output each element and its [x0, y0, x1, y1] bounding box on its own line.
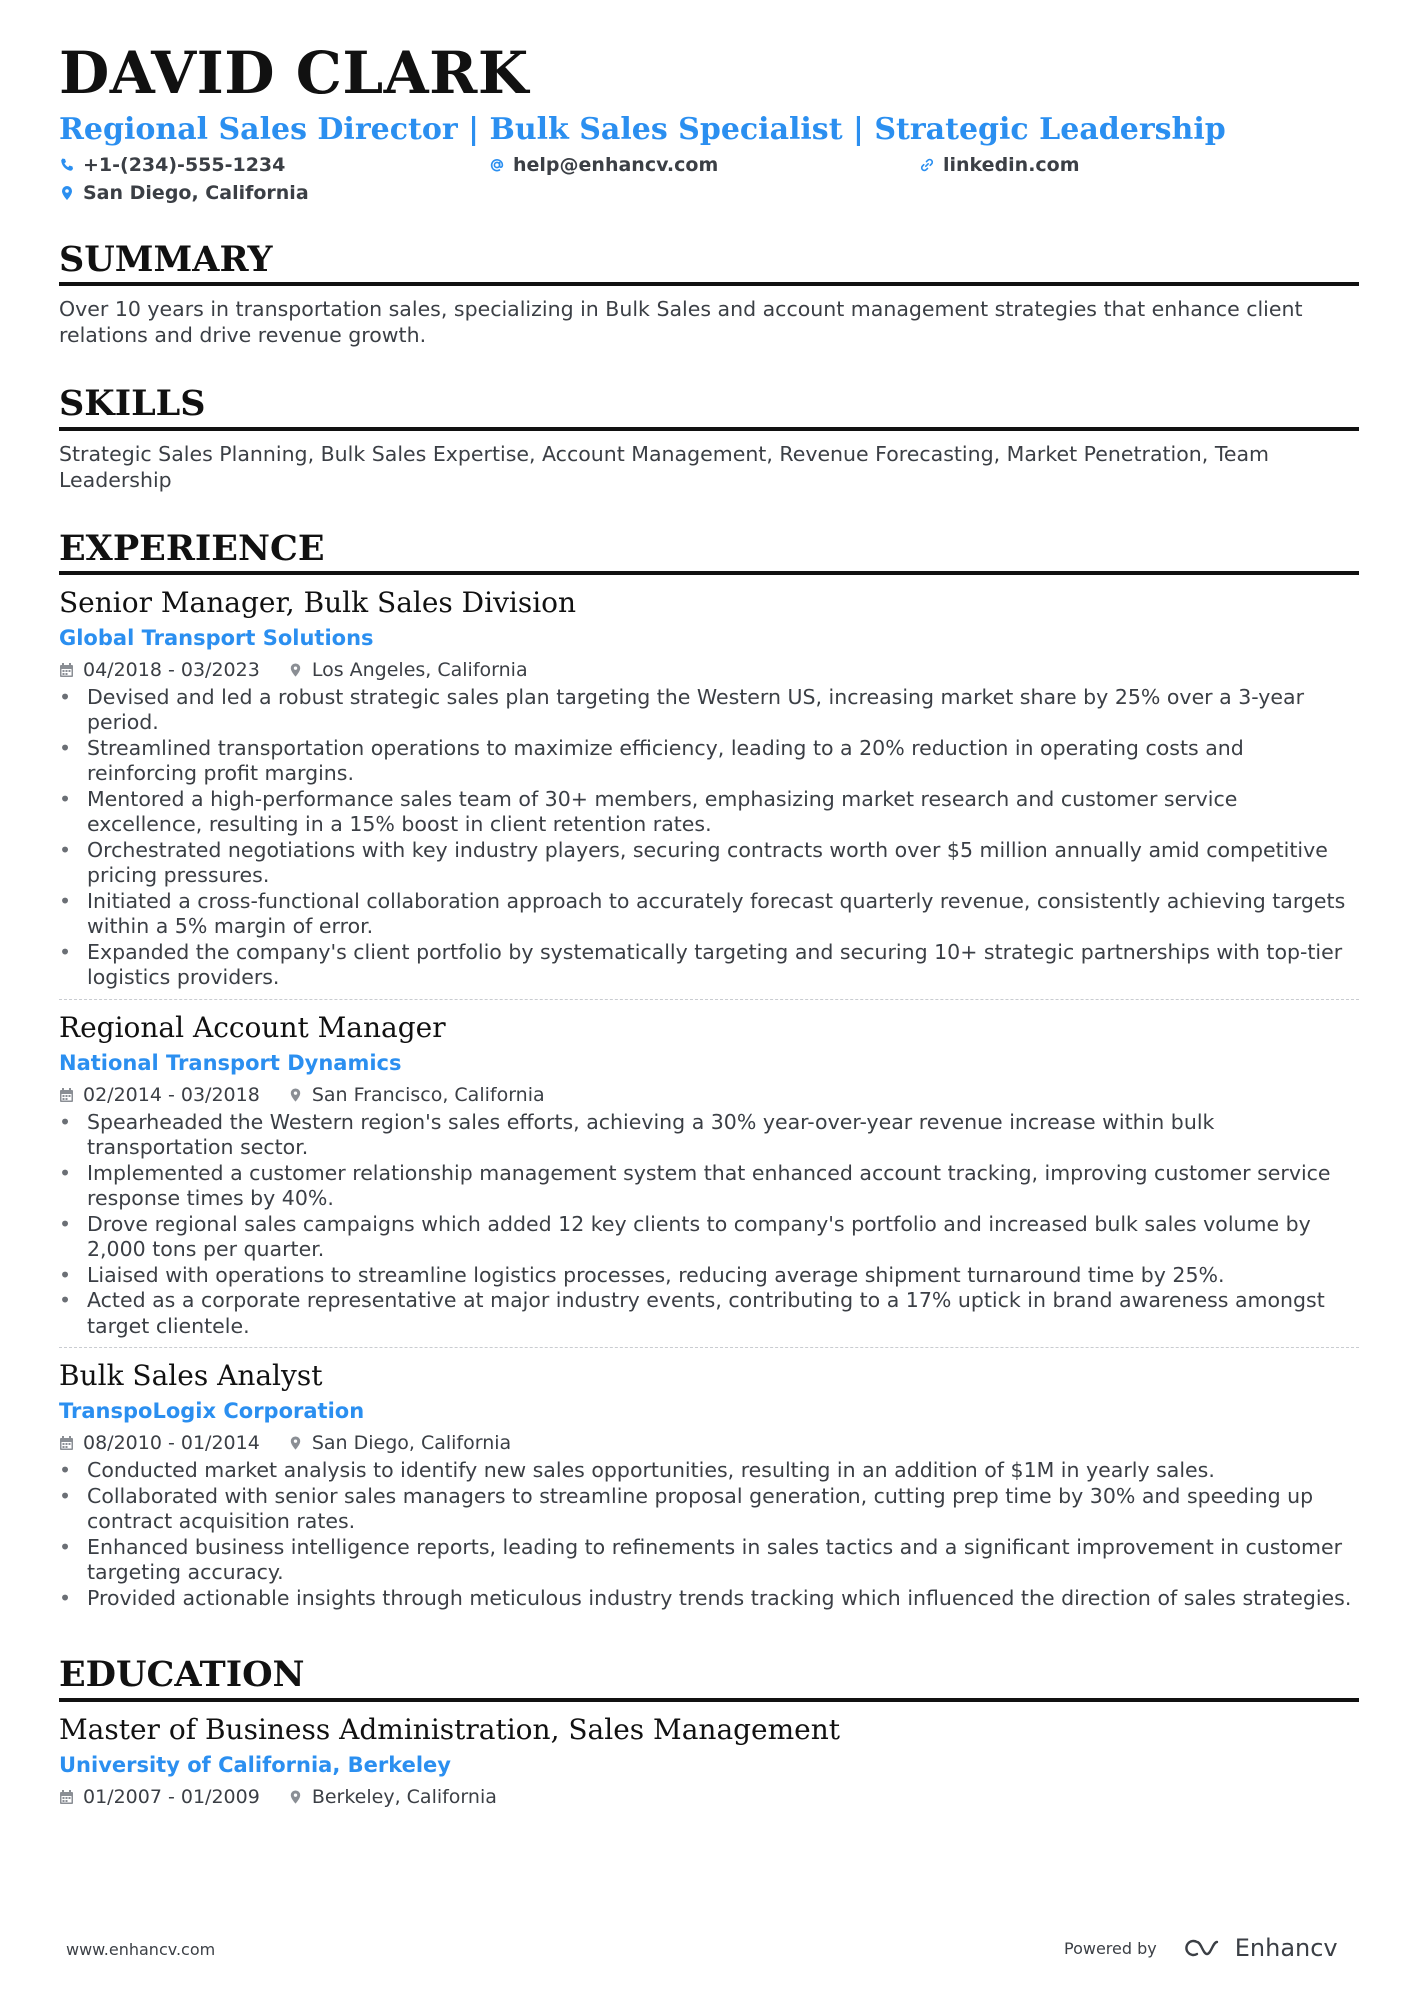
education-entry	[59, 1712, 1359, 1818]
location-pin-icon	[288, 1087, 303, 1103]
education-heading: EDUCATION	[59, 1655, 1359, 1701]
achievement-bullet: • Drove regional sales campaigns which added 12 key clients to company's portfolio and increased bulk sales volume by 2,000 tons per quarter.	[59, 1212, 1359, 1263]
job-location: Los Angeles, California	[311, 658, 528, 681]
summary-section	[59, 240, 1359, 348]
calendar-icon	[59, 662, 74, 678]
education-meta	[59, 1784, 1359, 1810]
skills-section	[59, 384, 1359, 492]
summary-text: Over 10 years in transportation sales, specializing in Bulk Sales and account management strategies that enhance client relations and drive revenue growth.	[59, 297, 1303, 348]
candidate-name: DAVID CLARK	[59, 39, 529, 107]
job-title: Regional Account Manager	[59, 1010, 446, 1044]
calendar-icon	[59, 1435, 74, 1451]
at-icon	[489, 157, 505, 173]
achievement-bullet: • Conducted market analysis to identify new sales opportunities, resulting in an addition of $1M in yearly sales.	[59, 1458, 1359, 1484]
job-dates: 04/2018 - 03/2023	[83, 658, 260, 681]
calendar-icon	[59, 1789, 74, 1805]
job-meta	[59, 1082, 1359, 1108]
achievement-bullet: • Acted as a corporate representative at major industry events, contributing to a 17% uptick in brand awareness amongst target clientele.	[59, 1288, 1359, 1339]
achievement-bullet: • Devised and led a robust strategic sales plan targeting the Western US, increasing market share by 25% over a 3-year period.	[59, 685, 1359, 736]
contact-info	[59, 154, 1359, 204]
job-location: San Francisco, California	[311, 1083, 545, 1106]
summary-heading: SUMMARY	[59, 240, 1359, 286]
company-name: Global Transport Solutions	[59, 625, 374, 650]
achievement-bullet: • Initiated a cross-functional collaboration approach to accurately forecast quarterly revenue, consistently achieving targets within a 5% margin of error.	[59, 889, 1359, 940]
resume-page	[59, 40, 1359, 1818]
phone-icon	[59, 157, 75, 173]
achievement-bullet: • Implemented a customer relationship management system that enhanced account tracking, improving customer service response times by 40%.	[59, 1161, 1359, 1212]
enhancv-logo-icon	[1183, 1937, 1227, 1959]
achievement-bullet: • Streamlined transportation operations to maximize efficiency, leading to a 20% reduction in operating costs and reinforcing profit margins.	[59, 736, 1359, 787]
headline: Regional Sales Director | Bulk Sales Specialist | Strategic Leadership	[59, 111, 1226, 147]
achievement-bullet: • Mentored a high-performance sales team of 30+ members, emphasizing market research and customer service excellence, resulting in a 15% boost in client retention rates.	[59, 787, 1359, 838]
achievement-bullet: • Enhanced business intelligence reports, leading to refinements in sales tactics and a significant improvement in customer targeting accuracy.	[59, 1535, 1359, 1586]
job-location: San Diego, California	[311, 1432, 512, 1455]
experience-entry	[59, 585, 1359, 999]
achievement-bullet: • Spearheaded the Western region's sales efforts, achieving a 30% year-over-year revenue increase within bulk transportation sector.	[59, 1110, 1359, 1161]
company-name: TranspoLogix Corporation	[59, 1399, 365, 1424]
location-pin-icon	[288, 1789, 303, 1805]
enhancv-logo[interactable]	[1183, 1934, 1338, 1962]
contact-linkedin[interactable]	[919, 154, 1359, 176]
contact-email[interactable]	[489, 154, 919, 176]
job-dates: 02/2014 - 03/2018	[83, 1083, 260, 1106]
contact-location	[59, 182, 489, 204]
degree-title: Master of Business Administration, Sales Management	[59, 1712, 841, 1746]
achievement-list	[59, 1458, 1359, 1611]
job-title: Senior Manager, Bulk Sales Division	[59, 585, 577, 619]
footer-brand	[1064, 1934, 1338, 1962]
experience-entry	[59, 999, 1359, 1348]
phone-text: +1-(234)-555-1234	[83, 154, 286, 177]
brand-name: Enhancv	[1234, 1934, 1338, 1962]
school-name: University of California, Berkeley	[59, 1752, 451, 1777]
achievement-bullet: • Liaised with operations to streamline logistics processes, reducing average shipment turnaround time by 25%.	[59, 1263, 1359, 1289]
footer-website[interactable]: www.enhancv.com	[66, 1940, 216, 1959]
experience-list	[59, 585, 1359, 1620]
job-title: Bulk Sales Analyst	[59, 1359, 323, 1393]
education-location: Berkeley, California	[311, 1785, 497, 1808]
powered-by-label: Powered by	[1064, 1938, 1157, 1958]
contact-phone[interactable]	[59, 154, 489, 176]
linkedin-text: linkedin.com	[943, 154, 1080, 177]
education-section	[59, 1655, 1359, 1817]
achievement-bullet: • Orchestrated negotiations with key industry players, securing contracts worth over $5 million annually amid competitive pricing pressures.	[59, 838, 1359, 889]
achievement-list	[59, 685, 1359, 991]
job-dates: 08/2010 - 01/2014	[83, 1432, 260, 1455]
education-dates: 01/2007 - 01/2009	[83, 1785, 260, 1808]
experience-heading: EXPERIENCE	[59, 529, 1359, 575]
achievement-list	[59, 1110, 1359, 1340]
location-pin-icon	[288, 1435, 303, 1451]
achievement-bullet: • Provided actionable insights through meticulous industry trends tracking which influenced the direction of sales strategies.	[59, 1586, 1359, 1612]
experience-entry	[59, 1347, 1359, 1619]
location-text: San Diego, California	[83, 182, 309, 205]
skills-text: Strategic Sales Planning, Bulk Sales Expertise, Account Management, Revenue Forecasting, Market Penetration, Team Leadership	[59, 441, 1270, 492]
experience-section	[59, 529, 1359, 1620]
email-text: help@enhancv.com	[513, 154, 719, 177]
job-meta	[59, 657, 1359, 683]
link-icon	[919, 157, 935, 173]
skills-heading: SKILLS	[59, 384, 1359, 430]
achievement-bullet: • Collaborated with senior sales managers to streamline proposal generation, cutting prep time by 30% and speeding up contract acquisition rates.	[59, 1484, 1359, 1535]
job-meta	[59, 1430, 1359, 1456]
achievement-bullet: • Expanded the company's client portfolio by systematically targeting and securing 10+ strategic partnerships with top-tier logistics providers.	[59, 940, 1359, 991]
calendar-icon	[59, 1087, 74, 1103]
location-pin-icon	[59, 185, 75, 201]
location-pin-icon	[288, 662, 303, 678]
company-name: National Transport Dynamics	[59, 1050, 402, 1075]
